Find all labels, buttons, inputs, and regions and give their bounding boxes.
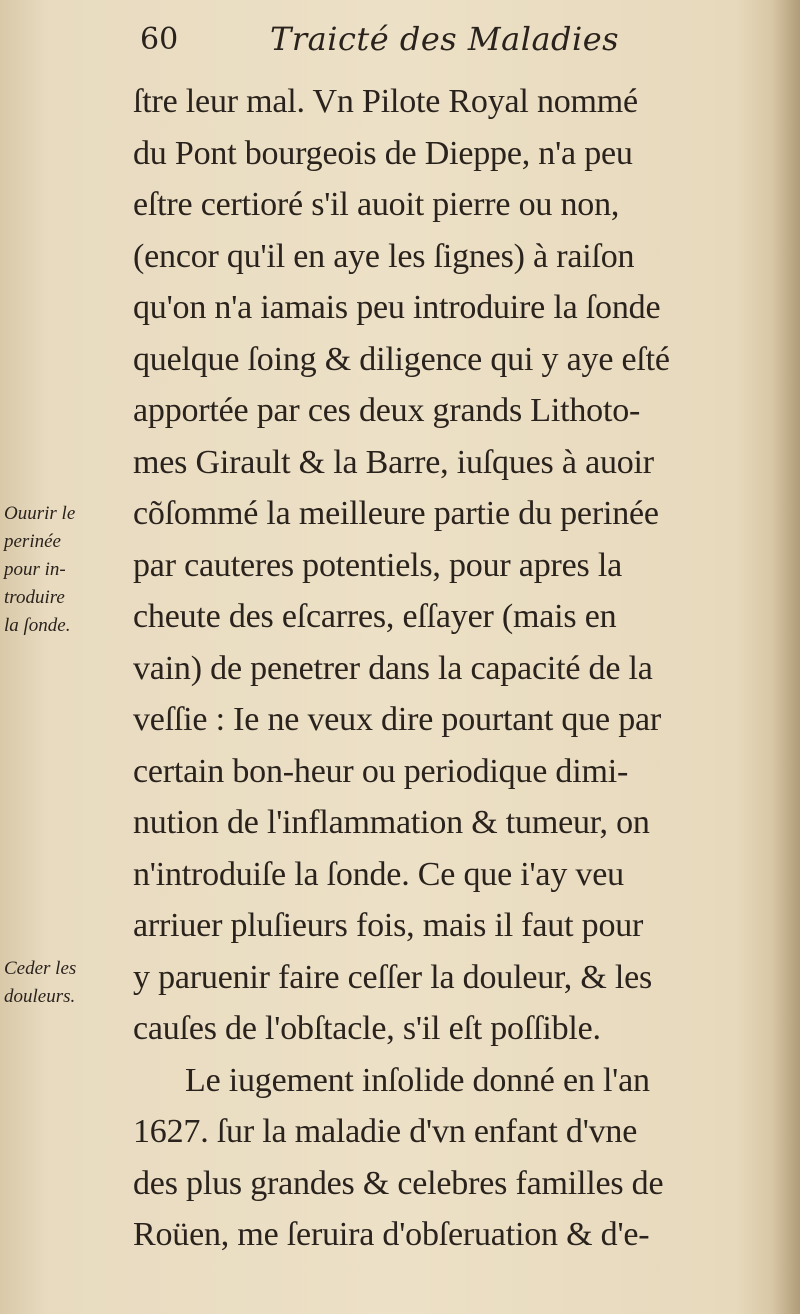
text-line: cauſes de l'obſtacle, s'il eſt poſſible. (133, 1010, 601, 1047)
text-line: ſtre leur mal. Vn Pilote Royal nommé (133, 83, 638, 120)
margin-note-line: troduire (4, 587, 65, 608)
text-line: vain) de penetrer dans la capacité de la (133, 649, 653, 687)
text-line: Roüen, me ſeruira d'obſeruation & d'e- (133, 1216, 650, 1253)
running-title: Traicté des Maladies (270, 20, 620, 58)
margin-note-line: pour in- (4, 559, 66, 580)
margin-note-line: perinée (4, 531, 61, 552)
text-line: par cauteres potentiels, pour apres la (133, 546, 622, 584)
margin-note-line: douleurs. (4, 986, 76, 1007)
text-line: (encor qu'il en aye les ſignes) à raiſon (133, 237, 635, 275)
text-line: cõſommé la meilleure partie du perinée (133, 495, 659, 532)
text-line: Le iugement inſolide donné en l'an (185, 1061, 650, 1099)
text-line: veſſie : Ie ne veux dire pourtant que par (133, 701, 662, 738)
page-number: 60 (140, 22, 179, 57)
text-line: certain bon-heur ou periodique dimi- (133, 752, 629, 790)
text-line: n'introduiſe la ſonde. Ce que i'ay veu (133, 855, 624, 893)
body-text (133, 76, 763, 1261)
text-line: y paruenir faire ceſſer la douleur, & les (133, 958, 653, 996)
text-line: 1627. ſur la maladie d'vn enfant d'vne (133, 1113, 638, 1150)
text-line: eſtre certioré s'il auoit pierre ou non, (133, 186, 620, 223)
text-line: du Pont bourgeois de Dieppe, n'a peu (133, 134, 633, 172)
text-line: cheute des eſcarres, eſſayer (mais en (133, 598, 617, 635)
text-line: nution de l'inflammation & tumeur, on (133, 804, 650, 841)
margin-note-line: la ſonde. (4, 615, 71, 636)
text-line: qu'on n'a iamais peu introduire la ſonde (133, 289, 661, 326)
text-line: apportée par ces deux grands Lithoto- (133, 392, 641, 429)
margin-note (4, 955, 124, 1011)
page-header (140, 18, 740, 68)
margin-note (4, 500, 124, 640)
margin-note-line: Ouurir le (4, 503, 76, 524)
text-line: arriuer pluſieurs fois, mais il faut pour (133, 907, 644, 944)
text-line: des plus grandes & celebres familles de (133, 1164, 664, 1202)
text-line: mes Girault & la Barre, iuſques à auoir (133, 443, 654, 481)
text-line: quelque ſoing & diligence qui y aye eſté (133, 340, 670, 378)
margin-note-line: Ceder les (4, 958, 77, 979)
